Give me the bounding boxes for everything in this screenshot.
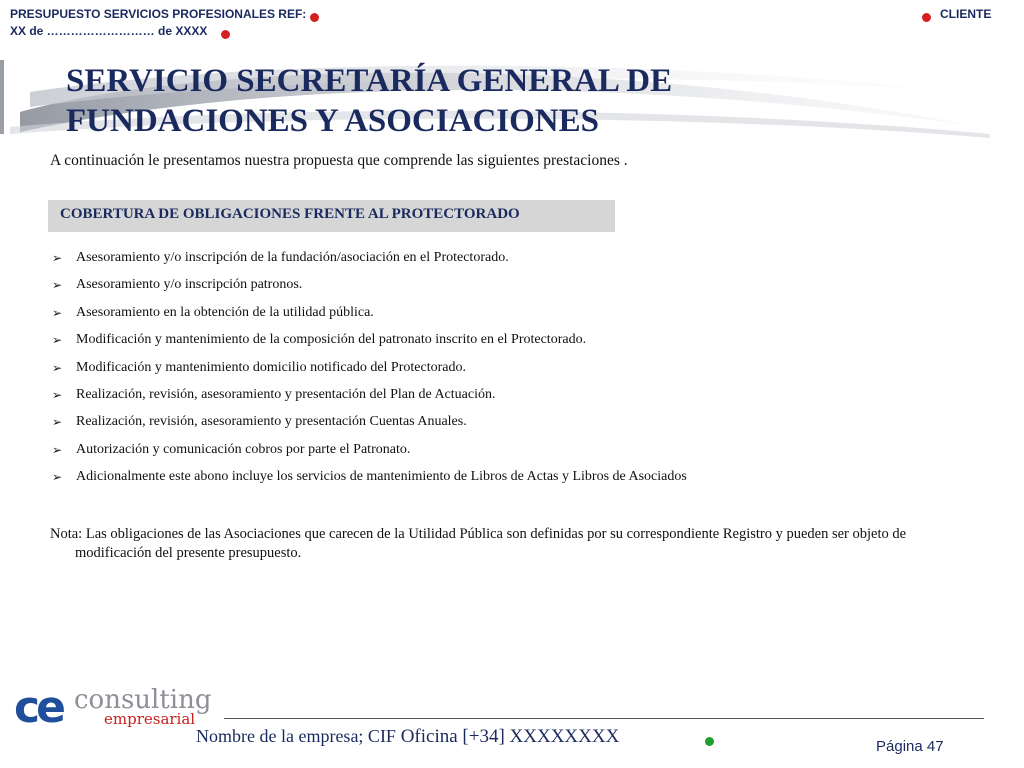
header-line-1: PRESUPUESTO SERVICIOS PROFESIONALES REF:	[10, 7, 307, 21]
service-list	[52, 248, 687, 495]
arrow-bullet-icon: ➢	[52, 470, 63, 485]
list-item	[52, 412, 687, 439]
note-line-1: Nota: Las obligaciones de las Asociaciones que carecen de la Utilidad Pública son definidas por su correspondiente Registro y pueden ser objeto de	[50, 526, 907, 542]
arrow-bullet-icon: ➢	[52, 278, 63, 293]
list-item-text: Realización, revisión, asesoramiento y presentación del Plan de Actuación.	[76, 386, 496, 402]
list-item	[52, 358, 687, 385]
list-item	[52, 303, 687, 330]
list-item-text: Modificación y mantenimiento domicilio notificado del Protectorado.	[76, 359, 466, 375]
list-item-text: Modificación y mantenimiento de la composición del patronato inscrito en el Protectorado.	[76, 332, 587, 348]
red-dot-icon	[922, 13, 931, 22]
logo-word-2: empresarial	[104, 710, 196, 728]
footer-company: Nombre de la empresa; CIF	[196, 726, 396, 746]
arrow-bullet-icon: ➢	[52, 360, 63, 375]
list-item	[52, 248, 687, 275]
list-item	[52, 467, 687, 494]
list-item-text: Asesoramiento y/o inscripción de la fundación/asociación en el Protectorado.	[76, 250, 509, 265]
intro-text: A continuación le presentamos nuestra propuesta que comprende las siguientes prestaciones .	[50, 152, 628, 169]
arrow-bullet-icon: ➢	[52, 251, 63, 265]
note-line-2: modificación del presente presupuesto.	[75, 545, 302, 561]
arrow-bullet-icon: ➢	[52, 415, 63, 430]
arrow-bullet-icon: ➢	[52, 333, 63, 348]
arrow-bullet-icon: ➢	[52, 387, 63, 402]
green-dot-icon	[705, 737, 714, 746]
list-item-text: Realización, revisión, asesoramiento y presentación Cuentas Anuales.	[76, 414, 467, 430]
section-heading: COBERTURA DE OBLIGACIONES FRENTE AL PROTECTORADO	[60, 206, 520, 222]
red-dot-icon	[221, 30, 230, 39]
title-line-1: SERVICIO SECRETARÍA GENERAL DE	[66, 63, 673, 99]
list-item	[52, 330, 687, 357]
footer-office: Oficina [+34] XXXXXXXX	[400, 726, 620, 747]
list-item-text: Adicionalmente este abono incluye los servicios de mantenimiento de Libros de Actas y Libros de Asociados	[76, 469, 687, 485]
arrow-bullet-icon: ➢	[52, 305, 63, 320]
red-dot-icon	[310, 13, 319, 22]
note-paragraph	[50, 525, 985, 563]
list-item-text: Asesoramiento y/o inscripción patronos.	[76, 277, 303, 293]
footer-divider	[224, 718, 984, 719]
arrow-bullet-icon: ➢	[52, 442, 63, 457]
header-client: CLIENTE	[940, 7, 992, 21]
header-reference	[10, 6, 306, 40]
list-item	[52, 440, 687, 467]
list-item	[52, 385, 687, 412]
list-item	[52, 275, 687, 302]
page-title	[66, 61, 766, 141]
page-number: Página 47	[876, 738, 944, 755]
list-item-text: Asesoramiento en la obtención de la utilidad pública.	[76, 304, 374, 320]
header-line-2: XX de ……………………… de XXXX	[10, 24, 208, 38]
title-line-2: FUNDACIONES Y ASOCIACIONES	[66, 103, 599, 139]
logo-word-1: consulting	[74, 685, 212, 715]
company-logo	[14, 684, 214, 730]
logo-mark: ce	[14, 684, 62, 730]
list-item-text: Autorización y comunicación cobros por parte el Patronato.	[76, 441, 411, 457]
footer-contact	[196, 726, 619, 748]
